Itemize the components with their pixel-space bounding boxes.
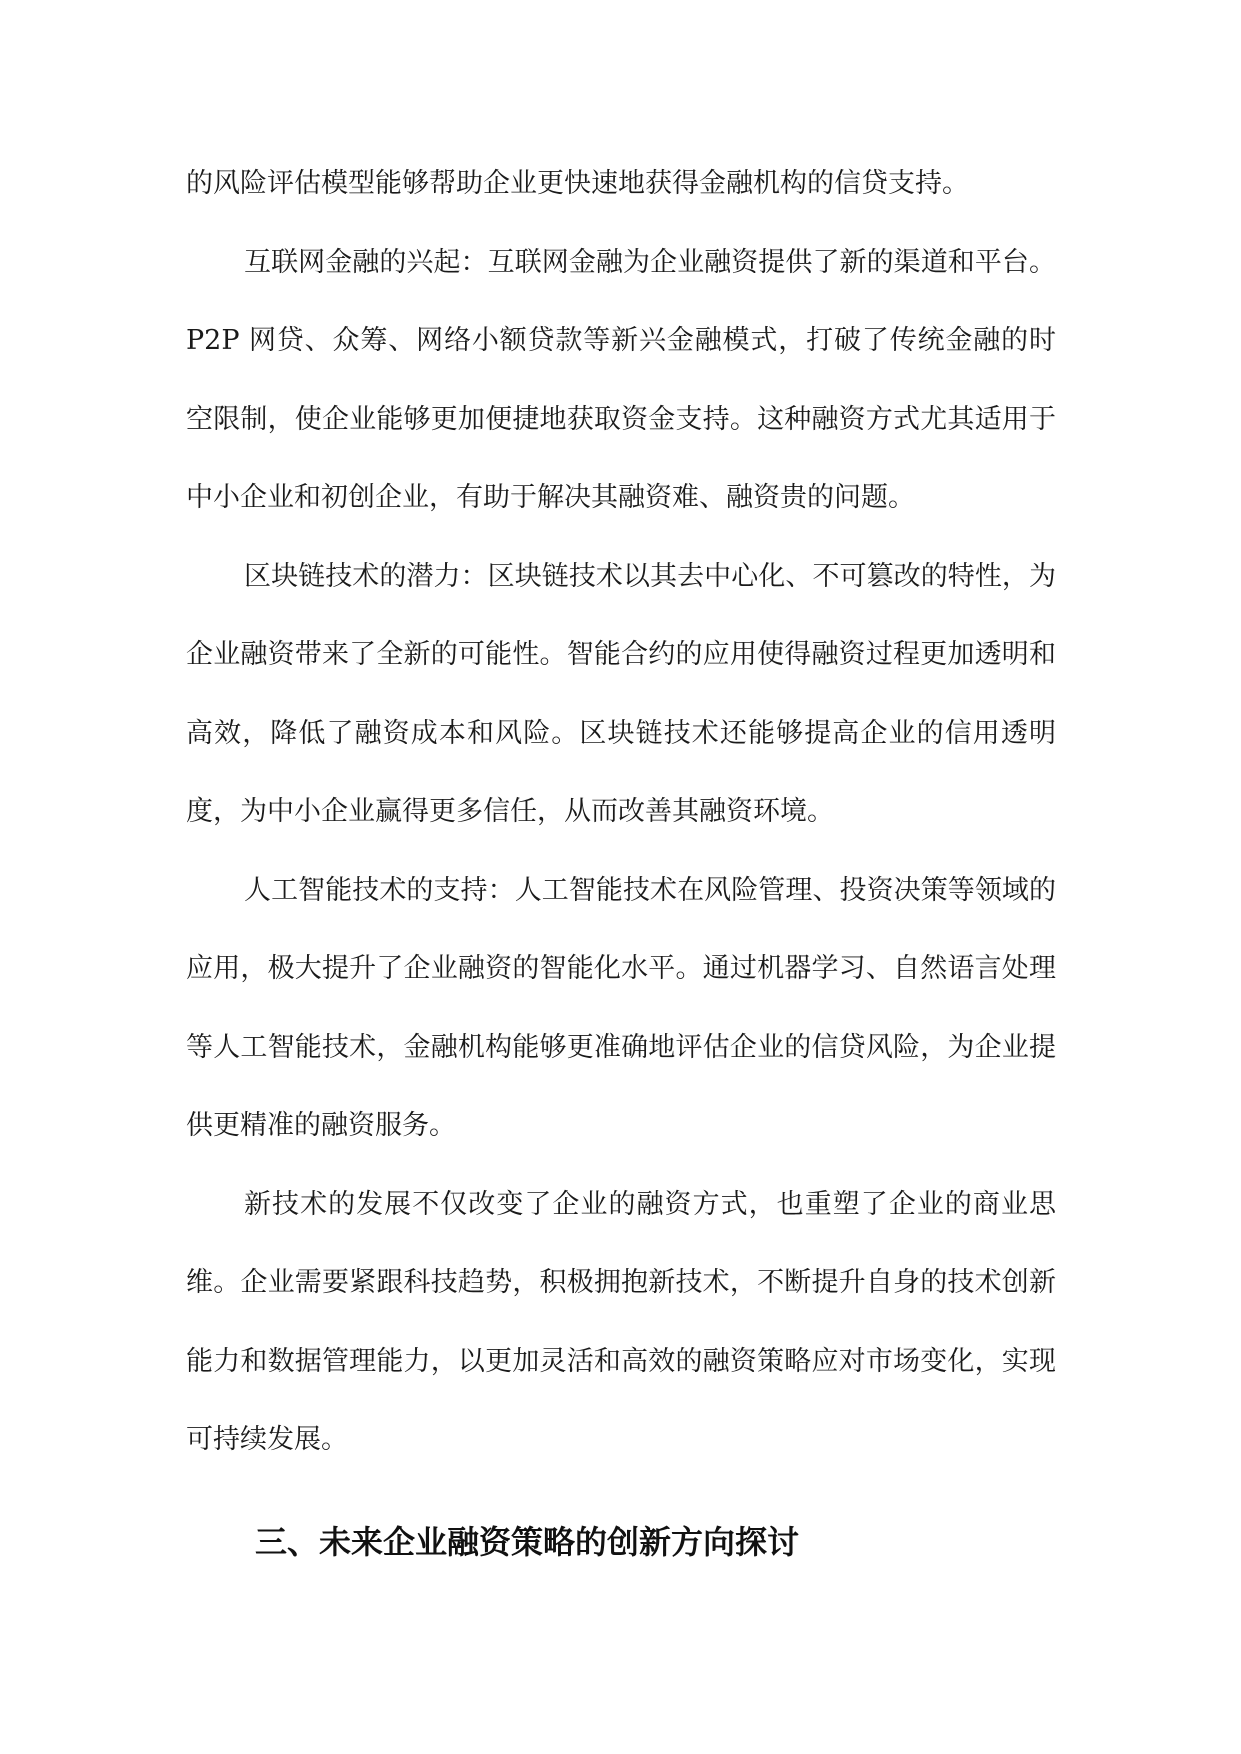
section-heading: 三、未来企业融资策略的创新方向探讨 bbox=[255, 1523, 800, 1561]
paragraph-artificial-intelligence: 人工智能技术的支持：人工智能技术在风险管理、投资决策等领域的应用，极大提升了企业融资的智能化水平。通过机器学习、自然语言处理等人工智能技术，金融机构能够更准确地评估企业的信贷风险，为企业提供更精准的融资服务。 bbox=[186, 874, 1056, 1141]
paragraph-blockchain: 区块链技术的潜力：区块链技术以其去中心化、不可篡改的特性，为企业融资带来了全新的可能性。智能合约的应用使得融资过程更加透明和高效，降低了融资成本和风险。区块链技术还能够提高企业的信用透明度，为中小企业赢得更多信任，从而改善其融资环境。 bbox=[186, 560, 1056, 827]
body-text bbox=[186, 145, 1056, 1480]
paragraph-continuation: 的风险评估模型能够帮助企业更快速地获得金融机构的信贷支持。 bbox=[186, 168, 969, 199]
paragraph-internet-finance: 互联网金融的兴起：互联网金融为企业融资提供了新的渠道和平台。P2P 网贷、众筹、网络小额贷款等新兴金融模式，打破了传统金融的时空限制，使企业能够更加便捷地获取资金支持。这种融资方式尤其适用于中小企业和初创企业，有助于解决其融资难、融资贵的问题。 bbox=[186, 246, 1056, 513]
paragraph-new-technology-summary: 新技术的发展不仅改变了企业的融资方式，也重塑了企业的商业思维。企业需要紧跟科技趋势，积极拥抱新技术，不断提升自身的技术创新能力和数据管理能力，以更加灵活和高效的融资策略应对市场变化，实现可持续发展。 bbox=[186, 1188, 1056, 1455]
